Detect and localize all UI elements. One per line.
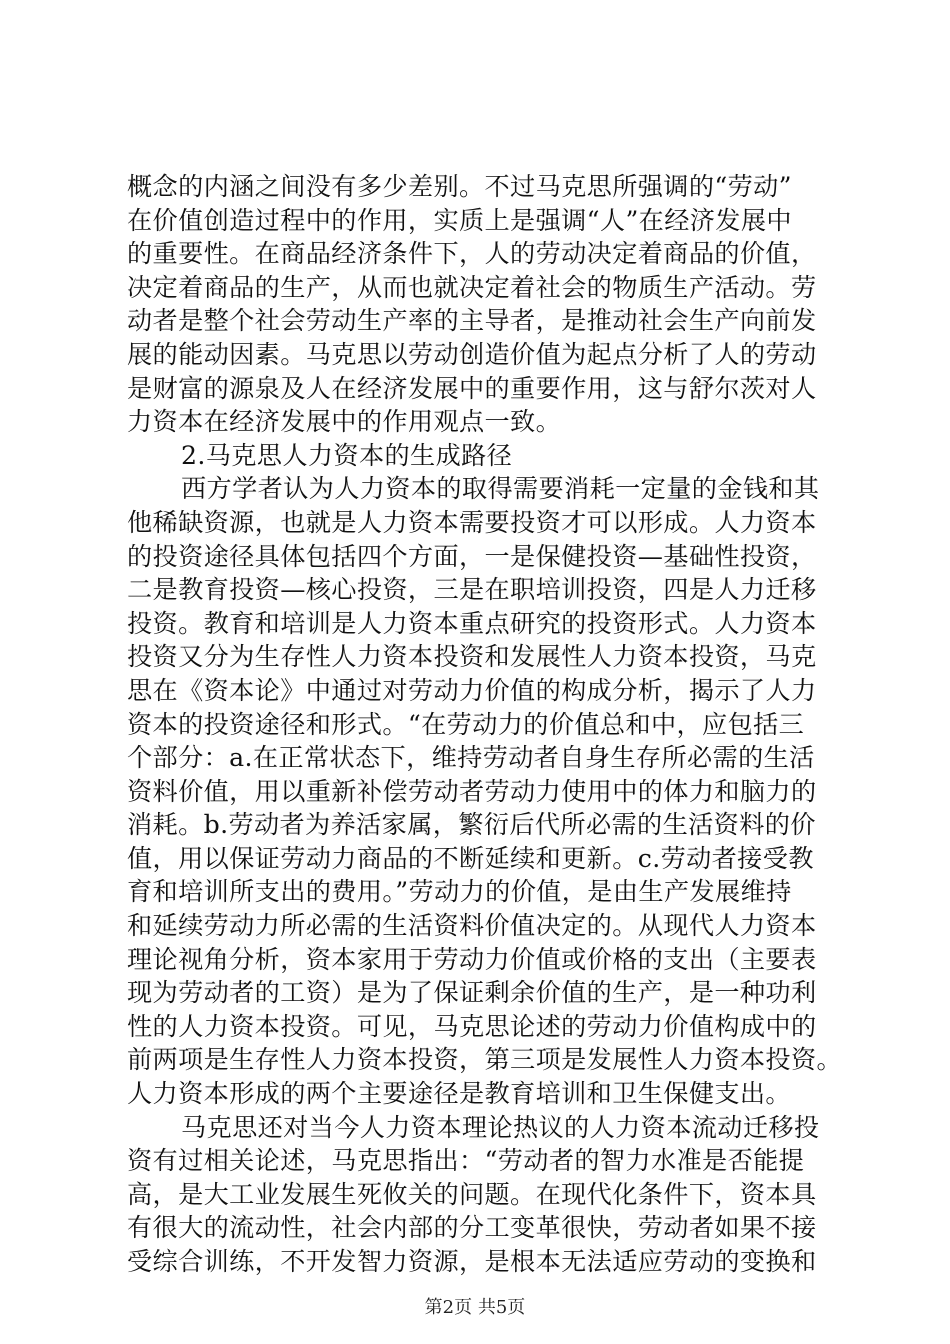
- text-line: 投资又分为生存性人力资本投资和发展性人力资本投资，马克: [127, 642, 817, 672]
- text-line: 前两项是生存性人力资本投资，第三项是发展性人力资本投资。: [127, 1045, 843, 1075]
- section-heading: 2.马克思人力资本的生成路径: [181, 440, 513, 470]
- text-line: 他稀缺资源，也就是人力资本需要投资才可以形成。人力资本: [127, 507, 817, 537]
- text-line: 的投资途径具体包括四个方面，一是保健投资—基础性投资，: [127, 541, 817, 571]
- text-line: 展的能动因素。马克思以劳动创造价值为起点分析了人的劳动: [127, 339, 817, 369]
- text-line: 投资。教育和培训是人力资本重点研究的投资形式。人力资本: [127, 608, 817, 638]
- text-line: 人力资本形成的两个主要途径是教育培训和卫生保健支出。: [127, 1079, 791, 1109]
- text-line: 个部分：a.在正常状态下，维持劳动者自身生存所必需的生活: [127, 743, 815, 773]
- text-line: 现为劳动者的工资）是为了保证剩余价值的生产，是一种功利: [127, 978, 817, 1008]
- page-number-footer: 第2页 共5页: [424, 1297, 526, 1318]
- text-line: 概念的内涵之间没有多少差别。不过马克思所强调的“劳动”: [127, 172, 792, 201]
- body-text: [127, 170, 843, 1279]
- text-line: 资本的投资途径和形式。“在劳动力的价值总和中，应包括三: [127, 709, 805, 739]
- text-line: 的重要性。在商品经济条件下，人的劳动决定着商品的价值，: [127, 239, 817, 269]
- text-line: 和延续劳动力所必需的生活资料价值决定的。从现代人力资本: [127, 911, 817, 941]
- text-line: 理论视角分析，资本家用于劳动力价值或价格的支出（主要表: [127, 944, 817, 974]
- text-line: 决定着商品的生产，从而也就决定着社会的物质生产活动。劳: [127, 272, 817, 302]
- text-line: 是财富的源泉及人在经济发展中的重要作用，这与舒尔茨对人: [127, 373, 817, 403]
- text-line: 消耗。b.劳动者为养活家属，繁衍后代所必需的生活资料的价: [127, 810, 816, 840]
- text-line: 二是教育投资—核心投资，三是在职培训投资，四是人力迁移: [127, 575, 817, 605]
- text-line: 西方学者认为人力资本的取得需要消耗一定量的金钱和其: [181, 474, 820, 504]
- text-line: 资有过相关论述，马克思指出：“劳动者的智力水准是否能提: [127, 1146, 805, 1176]
- text-line: 高，是大工业发展生死攸关的问题。在现代化条件下，资本具: [127, 1179, 817, 1209]
- text-line: 育和培训所支出的费用。”劳动力的价值，是由生产发展维持: [127, 877, 792, 907]
- text-line: 有很大的流动性，社会内部的分工变革很快，劳动者如果不接: [127, 1213, 817, 1243]
- text-line: 在价值创造过程中的作用，实质上是强调“人”在经济发展中: [127, 205, 792, 235]
- text-line: 动者是整个社会劳动生产率的主导者，是推动社会生产向前发: [127, 306, 817, 336]
- text-line: 资料价值，用以重新补偿劳动者劳动力使用中的体力和脑力的: [127, 776, 817, 806]
- text-line: 力资本在经济发展中的作用观点一致。: [127, 407, 562, 437]
- text-line: 性的人力资本投资。可见，马克思论述的劳动力价值构成中的: [127, 1011, 817, 1041]
- text-line: 受综合训练，不开发智力资源，是根本无法适应劳动的变换和: [127, 1247, 817, 1276]
- text-line: 值，用以保证劳动力商品的不断延续和更新。c.劳动者接受教: [127, 843, 814, 873]
- text-line: 马克思还对当今人力资本理论热议的人力资本流动迁移投: [181, 1112, 820, 1142]
- text-line: 思在《资本论》中通过对劳动力价值的构成分析，揭示了人力: [127, 675, 817, 705]
